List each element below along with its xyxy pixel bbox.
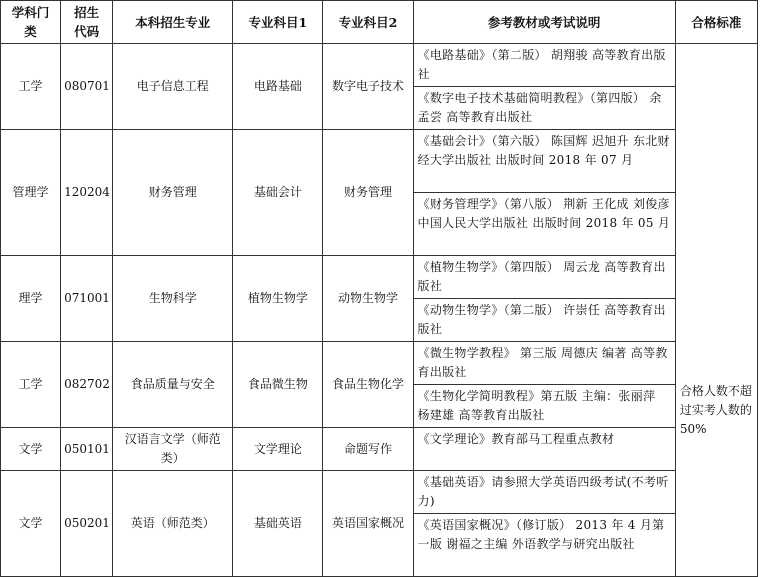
subject2-cell: 财务管理 — [323, 130, 413, 256]
subject2-cell: 命题写作 — [323, 428, 413, 471]
major-cell: 生物科学 — [113, 256, 233, 342]
major-cell: 财务管理 — [113, 130, 233, 256]
category-cell: 管理学 — [1, 130, 61, 256]
subject2-cell: 英语国家概况 — [323, 471, 413, 577]
header-standard: 合格标准 — [675, 1, 757, 44]
table-row — [1, 428, 758, 471]
table-row — [1, 130, 758, 193]
code-cell: 082702 — [61, 342, 113, 428]
reference-cell: 《微生物学教程》 第三版 周德庆 编著 高等教育出版社 — [413, 342, 675, 385]
table-row — [1, 44, 758, 87]
reference-cell: 《电路基础》（第二版） 胡翔骏 高等教育出版社 — [413, 44, 675, 87]
header-subject1: 专业科目1 — [233, 1, 323, 44]
reference-cell: 《数字电子技术基础简明教程》（第四版） 余孟尝 高等教育出版社 — [413, 87, 675, 130]
reference-cell: 《基础会计》（第六版） 陈国辉 迟旭升 东北财经大学出版社 出版时间 2018 年 07 月 — [413, 130, 675, 193]
code-cell: 080701 — [61, 44, 113, 130]
table-row — [1, 256, 758, 299]
subject1-cell: 基础会计 — [233, 130, 323, 256]
subject1-cell: 基础英语 — [233, 471, 323, 577]
reference-cell: 《基础英语》请参照大学英语四级考试(不考听力) — [413, 471, 675, 514]
header-subject2: 专业科目2 — [323, 1, 413, 44]
reference-cell: 《英语国家概况》（修订版） 2013 年 4 月第一版 谢福之主编 外语教学与研究出版社 — [413, 514, 675, 577]
code-cell: 050201 — [61, 471, 113, 577]
category-cell: 工学 — [1, 342, 61, 428]
subject1-cell: 电路基础 — [233, 44, 323, 130]
code-cell: 050101 — [61, 428, 113, 471]
category-cell: 文学 — [1, 471, 61, 577]
major-cell: 食品质量与安全 — [113, 342, 233, 428]
standard-text: 合格人数不超过实考人数的 50% — [679, 383, 752, 436]
reference-cell: 《文学理论》教育部马工程重点教材 — [413, 428, 675, 471]
standard-cell — [675, 44, 757, 577]
major-cell: 电子信息工程 — [113, 44, 233, 130]
subject2-cell: 动物生物学 — [323, 256, 413, 342]
table-row — [1, 342, 758, 385]
reference-cell: 《财务管理学》（第八版） 荆新 王化成 刘俊彦 中国人民大学出版社 出版时间 2018 年 05 月 — [413, 193, 675, 256]
code-cell: 120204 — [61, 130, 113, 256]
reference-cell: 《动物生物学》（第二版） 许崇任 高等教育出版社 — [413, 299, 675, 342]
header-major: 本科招生专业 — [113, 1, 233, 44]
reference-cell: 《植物生物学》（第四版） 周云龙 高等教育出版社 — [413, 256, 675, 299]
code-cell: 071001 — [61, 256, 113, 342]
header-category: 学科门类 — [1, 1, 61, 44]
subject1-cell: 植物生物学 — [233, 256, 323, 342]
reference-cell: 《生物化学简明教程》第五版 主编：张丽萍 杨建雄 高等教育出版社 — [413, 385, 675, 428]
subject2-cell: 数字电子技术 — [323, 44, 413, 130]
major-cell: 英语（师范类） — [113, 471, 233, 577]
header-code: 招生代码 — [61, 1, 113, 44]
category-cell: 工学 — [1, 44, 61, 130]
major-cell: 汉语言文学（师范类） — [113, 428, 233, 471]
subject1-cell: 文学理论 — [233, 428, 323, 471]
subject2-cell: 食品生物化学 — [323, 342, 413, 428]
category-cell: 文学 — [1, 428, 61, 471]
header-row — [1, 1, 758, 44]
subject1-cell: 食品微生物 — [233, 342, 323, 428]
category-cell: 理学 — [1, 256, 61, 342]
header-references: 参考教材或考试说明 — [413, 1, 675, 44]
table-row — [1, 471, 758, 514]
